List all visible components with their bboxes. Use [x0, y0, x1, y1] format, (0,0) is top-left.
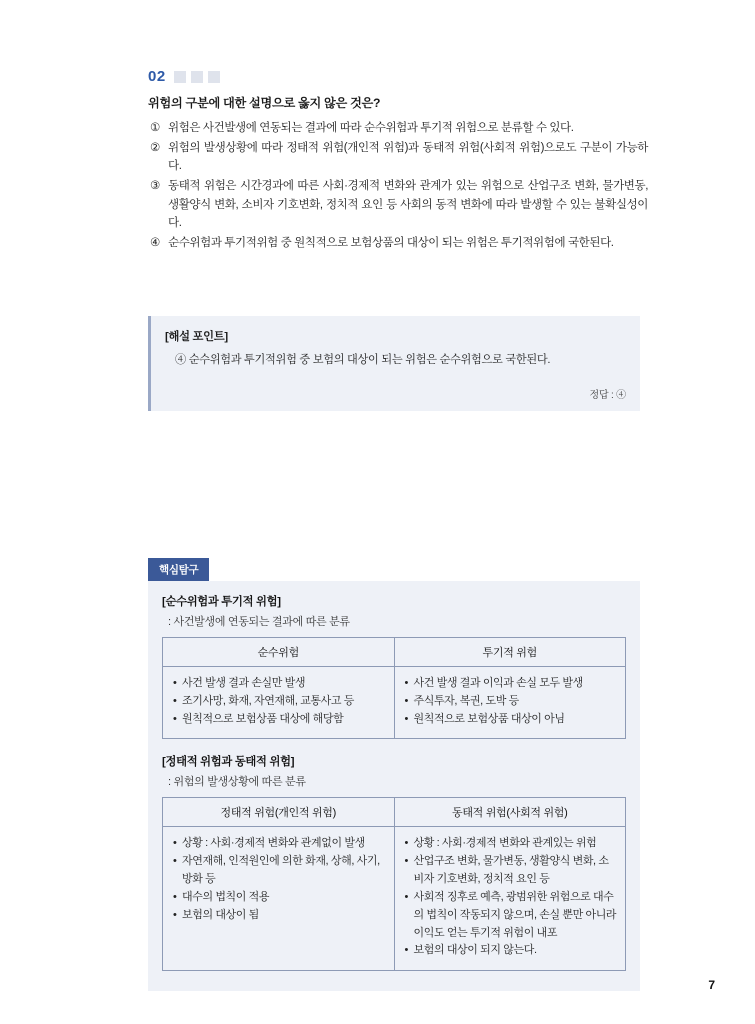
- list-item-label: 상황 : 사회·경제적 변화와 관계없이 발생: [182, 837, 365, 850]
- list-item-label: 사건 발생 결과 손실만 발생: [182, 677, 306, 689]
- choice-2-text: 위험의 발생상황에 따라 정태적 위험(개인적 위험)과 동태적 위험(사회적 위험)으로도 구분이 가능하다.: [168, 141, 648, 173]
- table-header-row: [163, 638, 626, 667]
- section1-col-1: 순수위험: [163, 638, 395, 667]
- explanation-title: [해설 포인트]: [165, 331, 228, 343]
- section1-table: [162, 637, 626, 739]
- list-item: [173, 835, 386, 853]
- list-item-label: 사건 발생 결과 이익과 손실 모두 발생: [413, 677, 583, 689]
- list-item: [173, 711, 386, 729]
- bullet-dot-icon: •: [173, 837, 177, 850]
- section2-left-cell: [163, 827, 395, 971]
- section1-left-cell: [163, 667, 395, 739]
- core-study-section: [148, 558, 640, 991]
- marker-square-2: [191, 71, 203, 83]
- list-item: [405, 889, 618, 942]
- bullet-dot-icon: •: [173, 694, 177, 707]
- choice-4: [148, 234, 648, 253]
- choice-3-marker: ③: [150, 179, 160, 192]
- choice-4-marker: ④: [150, 236, 160, 249]
- bullet-dot-icon: •: [173, 712, 177, 725]
- core-study-body: [148, 581, 640, 991]
- explanation-body: ④ 순수위험과 투기적위험 중 보험의 대상이 되는 위험은 순수위험으로 국한된다.: [175, 354, 551, 366]
- choice-1-text: 위험은 사건발생에 연동되는 결과에 따라 순수위험과 투기적 위험으로 분류할 수 있다.: [168, 122, 574, 134]
- choice-2: [148, 139, 648, 176]
- list-item-label: 상황 : 사회·경제적 변화와 관계있는 위험: [413, 837, 597, 850]
- choice-3-text: 동태적 위험은 시간경과에 따른 사회·경제적 변화와 관계가 있는 위험으로 산업구조 변화, 물가변동, 생활양식 변화, 소비자 기호변화, 정치적 요인 등 사회의 동적 변화에 따라 발생할 수 있는 불확실성이다.: [168, 179, 648, 230]
- bullet-dot-icon: •: [173, 890, 177, 903]
- bullet-dot-icon: •: [173, 677, 177, 689]
- choice-1: [148, 119, 648, 138]
- table-row: [163, 667, 626, 739]
- bullet-dot-icon: •: [404, 837, 408, 850]
- page-number: 7: [708, 978, 715, 992]
- list-item-label: 보험의 대상이 되지 않는다.: [413, 944, 537, 957]
- section2-heading: [정태적 위험과 동태적 위험]: [162, 756, 295, 769]
- list-item-label: 원칙적으로 보험상품 대상이 아님: [413, 712, 565, 725]
- table-header-row: [163, 798, 626, 827]
- choice-1-marker: ①: [150, 122, 160, 134]
- section2-col-1: 정태적 위험(개인적 위험): [163, 798, 395, 827]
- question-block: [148, 68, 648, 253]
- core-study-tab: 핵심탐구: [148, 558, 209, 581]
- section1-heading: [순수위험과 투기적 위험]: [162, 596, 281, 608]
- list-item-label: 주식투자, 복권, 도박 등: [413, 694, 519, 707]
- list-item: [405, 711, 618, 729]
- list-item-label: 원칙적으로 보험상품 대상에 해당함: [182, 712, 344, 725]
- list-item: [173, 675, 386, 693]
- choice-3: [148, 177, 648, 233]
- section1-col-2: 투기적 위험: [394, 638, 626, 667]
- list-item-label: 산업구조 변화, 물가변동, 생활양식 변화, 소비자 기호변화, 정치적 요인 등: [413, 855, 609, 886]
- bullet-dot-icon: •: [404, 890, 408, 903]
- question-number: 02: [148, 68, 166, 85]
- section1-subheading: : 사건발생에 연동되는 결과에 따른 분류: [168, 616, 350, 628]
- list-item: [173, 693, 386, 711]
- section2-right-cell: [394, 827, 626, 971]
- answer-label: 정답 : ④: [589, 389, 626, 401]
- bullet-dot-icon: •: [173, 855, 177, 868]
- question-number-row: [148, 68, 648, 85]
- list-item-label: 보험의 대상이 됨: [182, 908, 259, 921]
- list-item: [405, 693, 618, 711]
- marker-square-1: [174, 71, 186, 83]
- bullet-dot-icon: •: [404, 712, 408, 725]
- choice-2-marker: ②: [150, 141, 160, 154]
- explanation-box: [148, 316, 640, 411]
- bullet-dot-icon: •: [404, 855, 408, 868]
- section2-table: [162, 797, 626, 971]
- list-item: [405, 835, 618, 853]
- list-item-label: 자연재해, 인적원인에 의한 화재, 상해, 사기, 방화 등: [182, 855, 380, 886]
- list-item: [173, 853, 386, 889]
- list-item-label: 대수의 법칙이 적용: [182, 890, 270, 903]
- section2-subheading: : 위험의 발생상황에 따른 분류: [168, 776, 306, 789]
- bullet-dot-icon: •: [173, 908, 177, 921]
- section2-col-2: 동태적 위험(사회적 위험): [394, 798, 626, 827]
- question-title: 위험의 구분에 대한 설명으로 옳지 않은 것은?: [148, 96, 381, 110]
- list-item-label: 조기사망, 화재, 자연재해, 교통사고 등: [182, 694, 354, 707]
- list-item: [173, 907, 386, 925]
- list-item: [405, 675, 618, 693]
- list-item-label: 사회적 징후로 예측, 광범위한 위험으로 대수의 법칙이 작동되지 않으며, 손실 뿐만 아니라 이익도 얻는 투기적 위험이 내포: [413, 890, 617, 939]
- bullet-dot-icon: •: [404, 944, 408, 957]
- table-row: [163, 827, 626, 971]
- section-gap: [162, 739, 626, 753]
- section1-right-cell: [394, 667, 626, 739]
- list-item: [405, 942, 618, 960]
- marker-square-3: [208, 71, 220, 83]
- list-item: [173, 889, 386, 907]
- list-item: [405, 853, 618, 889]
- bullet-dot-icon: •: [404, 694, 408, 707]
- choice-4-text: 순수위험과 투기적위험 중 원칙적으로 보험상품의 대상이 되는 위험은 투기적위험에 국한된다.: [168, 236, 614, 249]
- bullet-dot-icon: •: [404, 677, 408, 689]
